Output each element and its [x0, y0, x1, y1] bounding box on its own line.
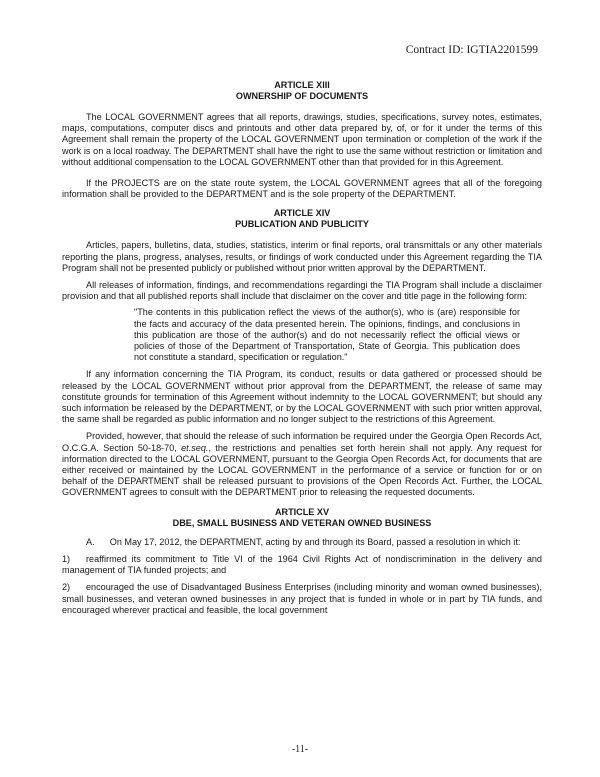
- article-13-title: OWNERSHIP OF DOCUMENTS: [235, 91, 369, 101]
- article-13-paragraph-1: The LOCAL GOVERNMENT agrees that all reports, drawings, studies, specifications, survey notes, estimates, maps, computations, computer discs and printouts and other data prepared by, of, or for it under the terms of this Agreement shall remain the property of the LOCAL GOVERNMENT upon termination or completion of the work if the work is on a local roadway. The DEPARTMENT shall have the right to use the same without restriction or limitation and without additional compensation to the LOCAL GOVERNMENT other than that provided for in this Agreement.: [62, 112, 542, 167]
- article-14-paragraph-4: [62, 431, 542, 498]
- article-14-paragraph-2: All releases of information, findings, and recommendations regardingi the TIA Program shall include a disclaimer provision and that all published reports shall include that disclaimer on the cover and title page in the following form:: [62, 280, 542, 302]
- article-13-paragraph-2: If the PROJECTS are on the state route system, the LOCAL GOVERNMENT agrees that all of the foregoing information shall be provided to the DEPARTMENT and is the sole property of the DEPARTMENT.: [62, 178, 542, 200]
- article-14-paragraph-1: Articles, papers, bulletins, data, studies, statistics, interim or final reports, oral transmittals or any other materials reporting the plans, progress, analyses, results, or findings of work conducted under this Agreement regarding the TIA Program shall not be presented publicly or published without prior written approval by the DEPARTMENT.: [62, 240, 542, 273]
- list-item-2-text: encouraged the use of Disadvantaged Business Enterprises (including minority and woman owned businesses), small businesses, and veteran owned businesses in any project that is funded in whole or in part by TIA funds, and encouraged wherever practical and feasible, the local government: [62, 582, 542, 615]
- article-14-paragraph-3: If any information concerning the TIA Program, its conduct, results or data gathered or processed should be released by the LOCAL GOVERNMENT without prior approval from the DEPARTMENT, the release of same may constitute grounds for termination of this Agreement without indemnity to the LOCAL GOVERNMENT; but should any such information be released by the DEPARTMENT, or by the LOCAL GOVERNMENT with such prior written approval, the same shall be regarded as public information and no longer subject to the restrictions of this Agreement.: [62, 369, 542, 425]
- clause-a-label: A.: [86, 536, 95, 547]
- list-item-2: [62, 582, 542, 616]
- contract-id: Contract ID: IGTIA2201599: [405, 44, 538, 56]
- page-number: -11-: [291, 744, 309, 755]
- article-14-paragraph-4-emphasis: et.seq.: [181, 442, 209, 453]
- list-item-1: [62, 554, 542, 576]
- list-item-1-number: 1): [62, 553, 71, 564]
- disclaimer-quote: "The contents in this publication reflect the views of the author(s), who is (are) responsible for the facts and accuracy of the data presented herein. The opinions, findings, and conclusions in this publication are those of the author(s) and do not necessarily reflect the official views or policies of those of the Department of Transportation, State of Georgia. This publication does not constitute a standard, specification or regulation.": [134, 307, 520, 363]
- article-15-number: ARTICLE XV: [274, 506, 330, 517]
- list-item-1-text: reaffirmed its commitment to Title VI of the 1964 Civil Rights Act of nondiscrimination in the delivery and management of TIA funded projects; and: [62, 553, 542, 576]
- article-14-title: PUBLICATION AND PUBLICITY: [235, 219, 369, 230]
- article-13-number: ARTICLE XIII: [274, 80, 330, 90]
- article-14-paragraph-4-part-b: , the restrictions and penalties set forth herein shall not apply. Any request for information directed to the LOCAL GOVERNMENT, pursuant to the Georgia Open Records Act, for documents that are either received or maintained by the LOCAL GOVERNMENT in the performance of a service or function for or on behalf of the DEPARTMENT shall be released pursuant to provisions of the Open Records Act. Further, the LOCAL GOVERNMENT agrees to consult with the DEPARTMENT prior to releasing the requested documents.: [62, 442, 542, 498]
- article-14-paragraph-4-part-a: Provided, however, that should the release of such information be required under the Georgia Open Records Act, O.C.G.A. Section 50-18-70,: [62, 431, 542, 453]
- article-15-title: DBE, SMALL BUSINESS AND VETERAN OWNED BUSINESS: [172, 517, 432, 528]
- clause-a-text: On May 17, 2012, the DEPARTMENT, acting by and through its Board, passed a resolution in which it:: [109, 536, 521, 547]
- article-15-clause-a: [62, 537, 542, 548]
- document-body: [62, 80, 542, 616]
- article-14-number: ARTICLE XIV: [273, 208, 331, 219]
- list-item-2-number: 2): [62, 582, 71, 593]
